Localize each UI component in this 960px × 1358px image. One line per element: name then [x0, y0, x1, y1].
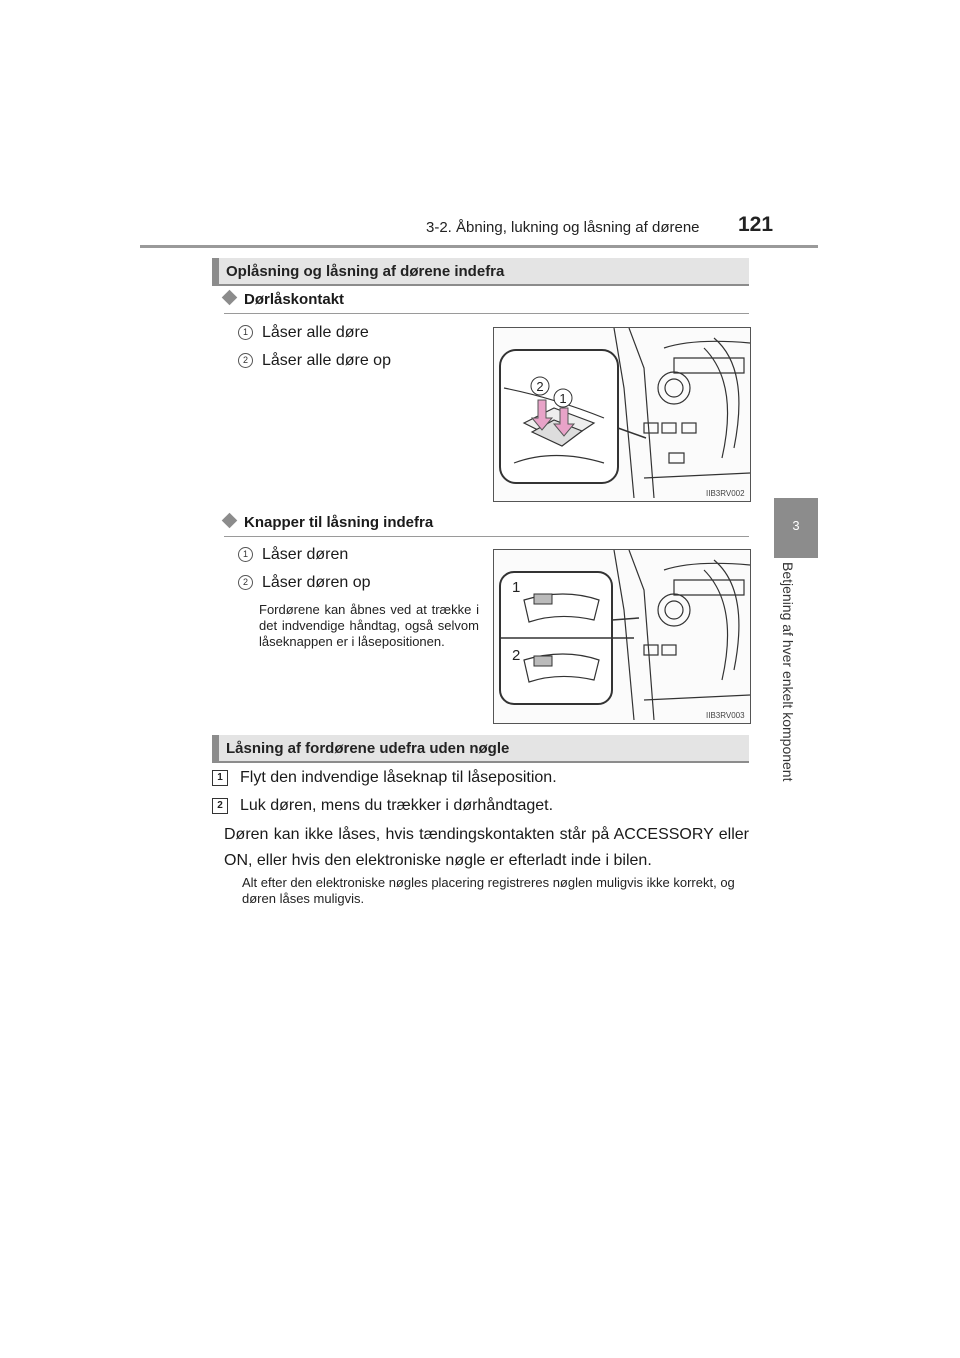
subheading-inside-lock-buttons [224, 514, 433, 531]
door-lock-switch-illustration [494, 328, 750, 501]
circled-number: 1 [238, 325, 253, 340]
note-text: Fordørene kan åbnes ved at trække i det indvendige håndtag, også selvom låseknappen er i låsepositionen. [259, 602, 479, 649]
subheading-divider [224, 536, 749, 537]
figure-callout: 1 [559, 391, 567, 406]
section-heading-marker [212, 258, 219, 284]
figure-callout: 1 [512, 579, 521, 596]
section-heading-text: Låsning af fordørene udefra uden nøgle [226, 740, 510, 757]
list-item-text: Låser døren [262, 546, 349, 563]
section-heading-marker [212, 735, 219, 761]
figure-code: IIB3RV002 [706, 489, 745, 498]
step-number: 2 [212, 798, 228, 814]
chapter-tab-number: 3 [792, 518, 800, 533]
step-number: 1 [212, 770, 228, 786]
figure-inside-lock-buttons [493, 549, 751, 724]
running-header-section-title: 3-2. Åbning, lukning og låsning af dørene [426, 219, 700, 236]
subheading-text: Dørlåskontakt [244, 291, 345, 308]
body-paragraph: Døren kan ikke låses, hvis tændingskontakten står på ACCESSORY eller ON, eller hvis den elektroniske nøgle er efterladt inde i bilen. [224, 826, 749, 869]
circled-number: 1 [238, 547, 253, 562]
chapter-tab-title: Betjening af hver enkelt komponent [780, 562, 796, 782]
section-heading-text: Oplåsning og låsning af dørene indefra [226, 263, 505, 280]
figure-callout: 2 [536, 379, 544, 394]
list-item-text: Låser alle døre op [262, 352, 391, 369]
step-text: Flyt den indvendige låseknap til låseposition. [240, 769, 557, 786]
circled-number: 2 [238, 353, 253, 368]
step-text: Luk døren, mens du trækker i dørhåndtaget. [240, 797, 554, 814]
subheading-door-lock-switch [224, 291, 344, 308]
step-item [212, 797, 553, 816]
inside-lock-button-illustration [494, 550, 750, 723]
subheading-divider [224, 313, 749, 314]
figure-code: IIB3RV003 [706, 711, 745, 720]
page-number: 121 [738, 213, 774, 236]
figure-callout: 2 [512, 647, 521, 664]
diamond-bullet-icon [222, 513, 238, 529]
header-divider [140, 245, 818, 248]
list-item-text: Låser alle døre [262, 324, 369, 341]
list-item [238, 574, 371, 592]
subheading-text: Knapper til låsning indefra [244, 514, 434, 531]
list-item [238, 352, 391, 370]
step-item [212, 769, 557, 788]
figure-door-lock-switch [493, 327, 751, 502]
fine-print-note: Alt efter den elektroniske nøgles placering registreres nøglen muligvis ikke korrekt, og døren låses muligvis. [242, 875, 735, 906]
list-item [238, 324, 369, 342]
section-heading-unlock-lock-inside [212, 258, 749, 286]
list-item-text: Låser døren op [262, 574, 371, 591]
circled-number: 2 [238, 575, 253, 590]
list-item [238, 546, 348, 564]
section-heading-lock-outside-without-key [212, 735, 749, 763]
diamond-bullet-icon [222, 290, 238, 306]
